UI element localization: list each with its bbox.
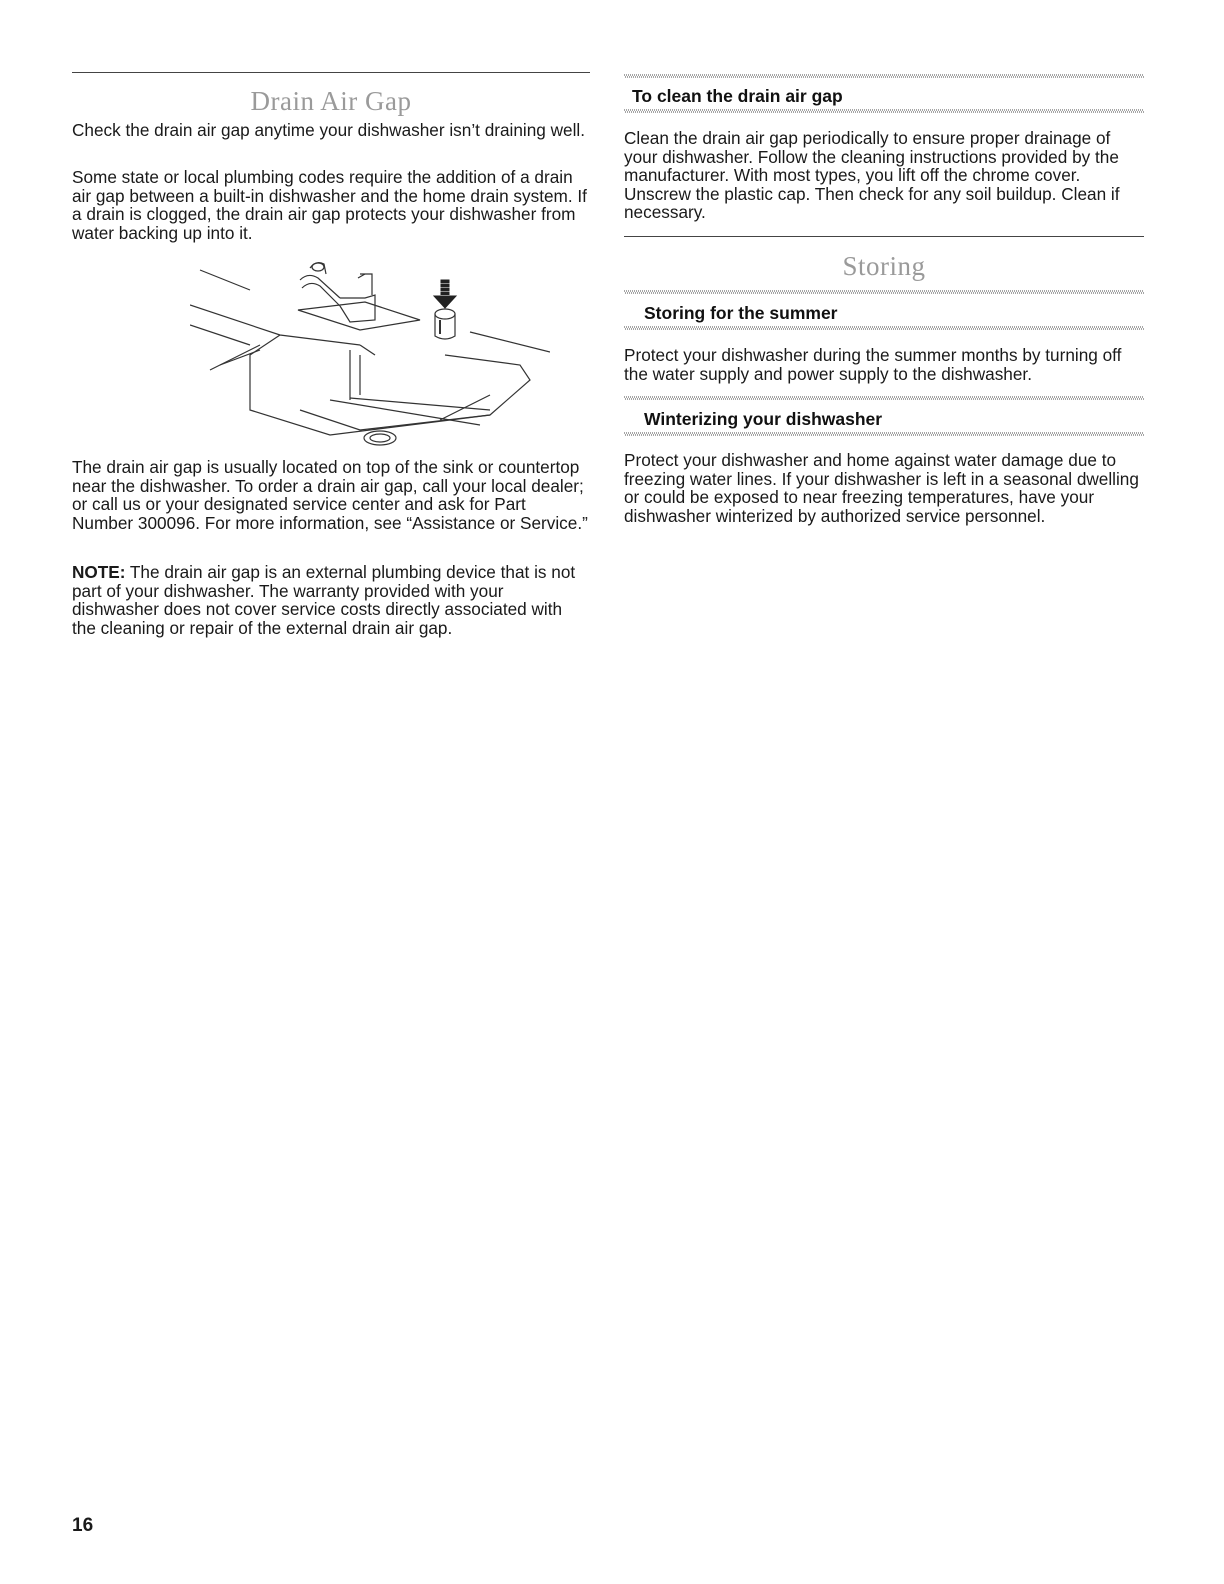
heading-clean-drain-air-gap: To clean the drain air gap bbox=[632, 86, 843, 106]
sink-basin-outline bbox=[250, 335, 530, 435]
dotted-divider bbox=[624, 290, 1144, 294]
location-text: The drain air gap is usually located on top of the sink or countertop near the dishwasher. To order a drain air gap, call your local dealer; or call us or your designated service center and ask for Part Number 300096. For more information, see “Assistance or Service.” bbox=[72, 457, 588, 533]
dotted-divider bbox=[624, 396, 1144, 400]
note-text: The drain air gap is an external plumbing device that is not part of your dishwasher. The warranty provided with your dishwasher does not cover service costs directly associated with the cleaning or repair of the external drain air gap. bbox=[72, 562, 576, 638]
note-paragraph bbox=[72, 563, 590, 637]
clean-text: Clean the drain air gap periodically to ensure proper drainage of your dishwasher. Follow the cleaning instructions provided by the manufacturer. With most types, you lift off the chrome cover. Unscrew the plastic cap. Then check for any soil buildup. Clean if necessary. bbox=[624, 128, 1120, 222]
air-gap-cap-top bbox=[435, 309, 455, 319]
clean-paragraph bbox=[624, 129, 1144, 222]
section-title-drain-air-gap: Drain Air Gap bbox=[250, 86, 412, 116]
dotted-divider bbox=[624, 432, 1144, 436]
sink-drain bbox=[364, 431, 396, 445]
intro-text: Check the drain air gap anytime your dishwasher isn’t draining well. bbox=[72, 120, 586, 140]
plumbing-codes-text: Some state or local plumbing codes require the addition of a drain air gap between a built-in dishwasher and the home drain system. If a drain is clogged, the drain air gap protects your dishwasher from water backing up into it. bbox=[72, 167, 587, 243]
intro-paragraph bbox=[72, 121, 590, 140]
summer-paragraph bbox=[624, 346, 1144, 383]
heading-storing-summer: Storing for the summer bbox=[644, 303, 838, 323]
winter-text: Protect your dishwasher and home against water damage due to freezing water lines. If your dishwasher is left in a seasonal dwelling or could be exposed to near freezing temperatures, have your dishwasher winterized by authorized service personnel. bbox=[624, 450, 1139, 526]
counter-edge-line bbox=[200, 270, 250, 290]
sink-air-gap-illustration bbox=[190, 250, 550, 450]
dotted-divider bbox=[624, 109, 1144, 113]
page-number: 16 bbox=[72, 1515, 94, 1536]
section-title-storing: Storing bbox=[842, 251, 926, 281]
winter-paragraph bbox=[624, 451, 1144, 525]
summer-text: Protect your dishwasher during the summer months by turning off the water supply and power supply to the dishwasher. bbox=[624, 345, 1122, 384]
section-rule bbox=[624, 236, 1144, 237]
heading-winterizing: Winterizing your dishwasher bbox=[644, 409, 883, 429]
section-rule bbox=[72, 72, 590, 73]
plumbing-codes-paragraph bbox=[72, 168, 590, 242]
location-paragraph bbox=[72, 458, 590, 532]
dotted-divider bbox=[624, 74, 1144, 78]
down-arrow-icon bbox=[434, 280, 456, 308]
note-label: NOTE: bbox=[72, 562, 126, 582]
dotted-divider bbox=[624, 326, 1144, 330]
